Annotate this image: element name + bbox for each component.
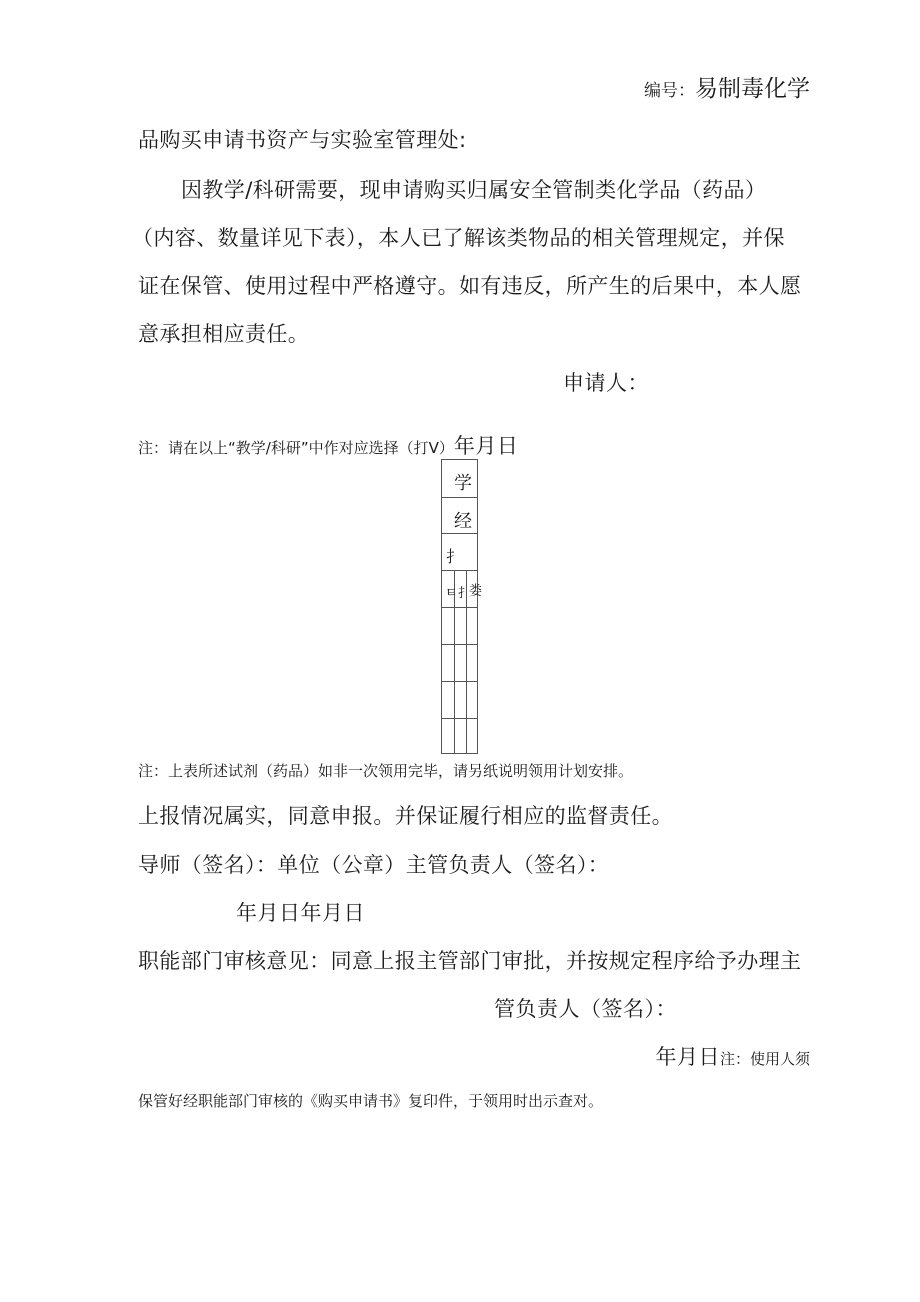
table-row-divider <box>442 718 477 719</box>
selection-note-text: 注：请在以上“教学/科研”中作对应选择（打V） <box>138 439 454 457</box>
table-cell-2: 经 <box>454 511 472 532</box>
final-note-head: 注：使用人须 <box>719 1050 810 1068</box>
paragraph-line-4: 意承担相应责任。 <box>138 322 310 346</box>
final-note-tail: 保管好经职能部门审核的《购买申请书》复印件，于领用时出示查对。 <box>138 1092 604 1110</box>
table-note: 注：上表所述试剂（药品）如非一次领用完毕，请另纸说明领用计划安排。 <box>138 762 634 780</box>
table-row-divider <box>442 533 477 534</box>
document-title: 品购买申请书资产与实验室管理处: <box>138 128 467 152</box>
paragraph-line-1: 因教学/科研需要，现申请购买归属安全管制类化学品（药品） <box>181 178 767 202</box>
final-date: 年月日 <box>655 1045 720 1069</box>
selection-note-date: 年月日 <box>453 434 519 458</box>
paragraph-line-3: 证在保管、使用过程中严格遵守。如有违反，所产生的后果中，本人愿 <box>138 274 802 298</box>
chemicals-table <box>441 459 483 754</box>
table-row-divider <box>442 644 477 645</box>
department-signer: 管负责人（签名）： <box>494 997 677 1021</box>
table-cell-4a: ㅌ <box>445 586 458 601</box>
report-statement: 上报情况属实，同意申报。并保证履行相应的监督责任。 <box>138 804 673 828</box>
table-cell-1: 学 <box>454 473 472 494</box>
paragraph-line-2: （内容、数量详见下表），本人已了解该类物品的相关管理规定，并保 <box>132 226 785 250</box>
signature-line: 导师（签名）：单位（公章）主管负责人（签名）： <box>138 853 610 877</box>
table-cell-4b: 扌 <box>458 586 472 601</box>
table-row-divider <box>442 607 477 608</box>
table-row-divider <box>442 497 477 498</box>
table-row-divider <box>442 681 477 682</box>
final-date-note <box>655 1041 810 1071</box>
selection-note <box>138 430 518 460</box>
table-cell-4c: 娄 <box>469 584 483 599</box>
serial-number <box>644 70 810 103</box>
signature-dates: 年月日年月日 <box>236 901 365 925</box>
table-row-divider <box>442 570 477 571</box>
serial-value: 易制毒化学 <box>695 76 810 102</box>
table-cell-3: 扌 <box>446 547 463 566</box>
serial-label: 编号： <box>644 81 695 101</box>
department-opinion: 职能部门审核意见：同意上报主管部门审批，并按规定程序给予办理主 <box>138 949 802 973</box>
applicant-label: 申请人： <box>563 371 649 395</box>
